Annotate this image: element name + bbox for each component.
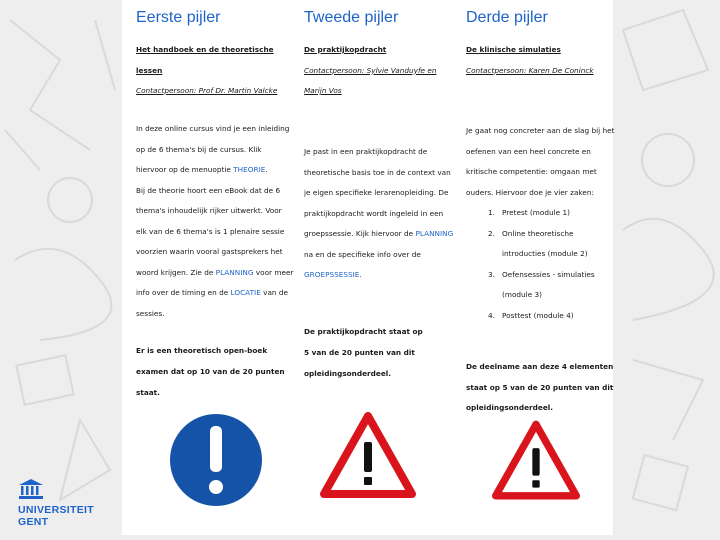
column-subtitle: De praktijkopdracht — [304, 45, 387, 54]
body-text: voorzien waarin vooral gastsprekers het — [136, 247, 283, 256]
contact-person: Contactpersoon: Sylvie Vanduyfe en — [304, 65, 437, 75]
background-doodle-art-right — [613, 0, 720, 540]
column-subtitle: Het handboek en de theoretische — [136, 45, 274, 54]
link-planning[interactable]: PLANNING — [215, 267, 254, 277]
note-text: De deelname aan deze 4 elementen — [466, 362, 614, 371]
body-text: ouders. Hiervoor doe je vier zaken: — [466, 187, 594, 197]
body-text: hiervoor op de menuoptie THEORIE. — [136, 165, 268, 174]
body-text: op de 6 thema's bij de cursus. Klik — [136, 144, 262, 154]
note-text: examen dat op 10 van de 20 punten — [136, 367, 285, 376]
link-planning[interactable]: PLANNING — [415, 229, 454, 238]
link-theorie[interactable]: THEORIE — [233, 165, 266, 174]
body-text: theoretische basis toe in de context van — [304, 167, 451, 177]
body-text: je eigen specifieke lerarenopleiding. De — [304, 188, 449, 197]
column-title: Derde pijler — [466, 9, 548, 26]
body-text: oefenen van een heel concrete en — [466, 146, 591, 156]
contact-person: Contactpersoon: Karen De Coninck — [466, 65, 594, 75]
background-doodle-art-left — [0, 0, 122, 540]
contact-person: Contactpersoon: Prof Dr. Martin Valcke — [136, 86, 278, 95]
body-text: info over de timing en de LOCATIE van de — [136, 288, 288, 297]
note-text: 5 van de 20 punten van dit — [304, 348, 415, 357]
body-text: thema's inhoudelijk rijker uitwerkt. Voor — [136, 206, 282, 215]
contact-person: Marijn Vos — [304, 86, 342, 95]
body-text: Je past in een praktijkopdracht de — [304, 147, 428, 156]
column-subtitle: De klinische simulaties — [466, 45, 561, 54]
warning-triangle-icon — [320, 412, 416, 500]
content-panel: Eerste pijler Het handboek en de theoretische lessen Contactpersoon: Prof Dr. Martin Valcke In deze online cursus vind je een inleiding op de 6 thema's bij de cursus. Klik hiervoor op de menuoptie THEORIE. Bij de theorie hoort een eBook dat de 6 thema's inhoudelijk rijker uitwerkt. Voor elk van de 6 thema's is 1 plenaire sessie voorzien waarin vooral gastsprekers het woord krijgen. Zie de PLANNING voor meer info over de timing en de LOCATIE van de sessies. Er is een theoretisch open-boek examen dat op 10 van de 20 punten staat. Tweede pijler De praktijkopdracht Contactpersoon: Sylvie Vanduyfe en Marijn Vos Je past in een praktijkopdracht de theoretische basis toe in de context van je eigen specifieke lerarenopleiding. De praktijkopdracht wordt ingeleid in een groepssessie. Kijk hiervoor de PLANNING na en de specifieke info over de GROEPSSESSIE. De praktijkopdracht staat op 5 van de 20 punten van dit opleidingsonderdeel. Derde pijler De klinische simulaties Contactpersoon: Karen De Coninck Je gaat nog concreter aan de slag bij het oefenen van een heel concrete en kritische competentie: omgaan met ouders. Hiervoor doe je vier zaken: 1. Pretest (module 1) 2. Online theoretische introducties (module 2) 3. Oefensessies - simulaties (module 3) 4. Posttest (module 4) De deelname aan deze 4 elementen staat op 5 van de 20 punten van dit opleidingsonderdeel. — [122, 0, 613, 535]
university-building-icon — [18, 478, 44, 500]
note-text: De praktijkopdracht staat op — [304, 327, 423, 336]
link-groepssessie[interactable]: GROEPSSESSIE — [304, 270, 360, 279]
warning-triangle-icon — [492, 417, 580, 505]
mandatory-exclamation-icon — [169, 413, 263, 507]
body-text: In deze online cursus vind je een inleiding — [136, 124, 290, 133]
logo-text-line1: UNIVERSITEIT — [18, 504, 94, 516]
note-text: opleidingsonderdeel. — [466, 403, 554, 412]
column-title: Tweede pijler — [304, 9, 399, 26]
body-text: kritische competentie: omgaan met — [466, 167, 597, 176]
column-title: Eerste pijler — [136, 9, 221, 26]
note-text: staat. — [136, 388, 160, 397]
note-text: Er is een theoretisch open-boek — [136, 346, 268, 355]
logo-text-line2: GENT — [18, 516, 49, 528]
link-locatie[interactable]: LOCATIE — [230, 288, 261, 297]
body-text: GROEPSSESSIE. — [304, 270, 362, 279]
column-subtitle: lessen — [136, 65, 163, 75]
body-text: Je gaat nog concreter aan de slag bij het — [466, 126, 615, 135]
body-text: woord krijgen. Zie de PLANNING voor meer — [136, 267, 294, 277]
body-text: na en de specifieke info over de — [304, 249, 421, 259]
university-logo — [18, 478, 94, 530]
note-text: opleidingsonderdeel. — [304, 369, 392, 378]
body-text: sessies. — [136, 308, 165, 318]
body-text: Bij de theorie hoort een eBook dat de 6 — [136, 185, 281, 195]
body-text: groepssessie. Kijk hiervoor de PLANNING — [304, 229, 454, 238]
body-text: praktijkopdracht wordt ingeleid in een — [304, 208, 444, 218]
note-text: staat op 5 van de 20 punten van dit — [466, 382, 614, 392]
body-text: elk van de 6 thema's is 1 plenaire sessie — [136, 226, 285, 236]
